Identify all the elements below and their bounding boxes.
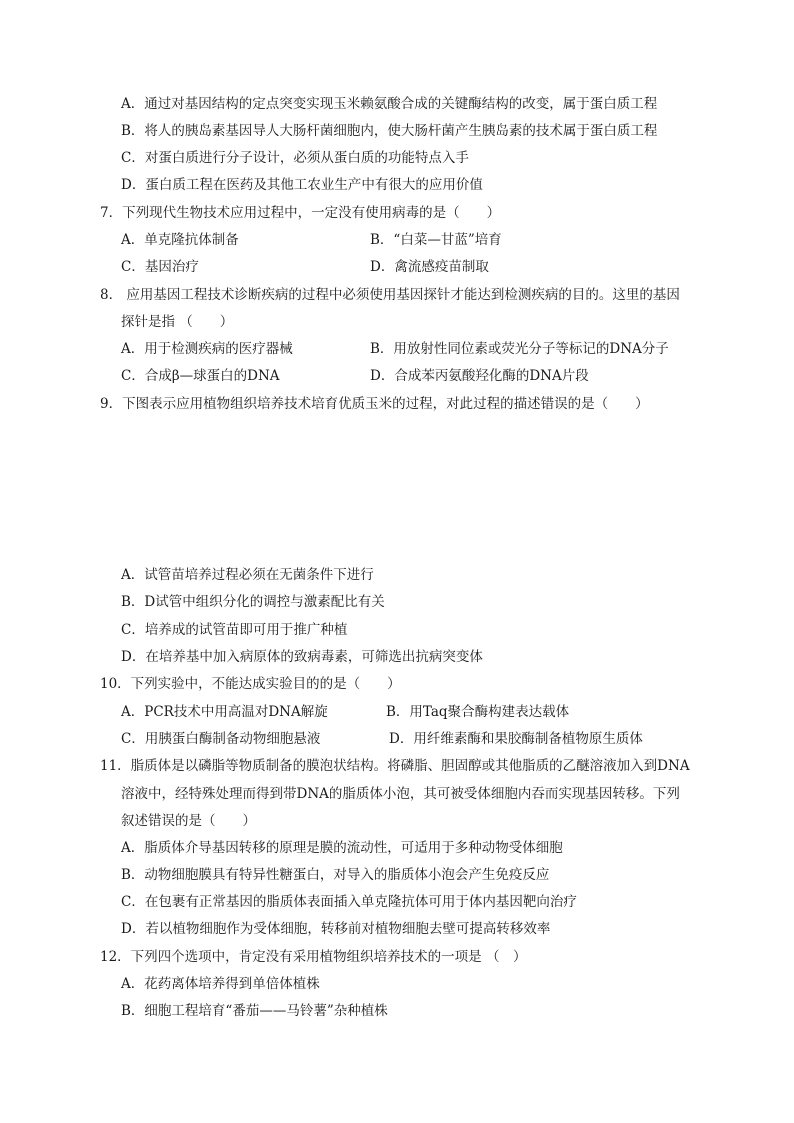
q10-option-d: D．用纤维素酶和果胶酶制备植物原生质体	[389, 731, 643, 747]
q11-option-b: B．动物细胞膜具有特异性糖蛋白，对导入的脂质体小泡会产生免疫反应	[121, 867, 550, 883]
q6-option-b: B．将人的胰岛素基因导人大肠杆菌细胞内，使大肠杆菌产生胰岛素的技术属于蛋白质工程	[121, 123, 658, 139]
q9-option-c: C．培养成的试管苗即可用于推广种植	[121, 622, 348, 638]
q10-option-b: B．用Taq聚合酶构建表达载体	[386, 704, 570, 720]
q10-stem: 10．下列实验中，不能达成实验目的的是（ ）	[100, 676, 401, 692]
q7-stem: 7．下列现代生物技术应用过程中，一定没有使用病毒的是（ ）	[100, 205, 501, 221]
q11-stem-line2: 溶液中，经特殊处理而得到带DNA的脂质体小泡，其可被受体细胞内吞而实现基因转移。下列	[121, 786, 680, 802]
q9-option-b: B．D试管中组织分化的调控与激素配比有关	[121, 594, 385, 610]
q8-option-c: C．合成β—球蛋白的DNA	[121, 368, 280, 384]
q8-option-d: D．合成苯丙氨酸羟化酶的DNA片段	[370, 368, 589, 384]
q12-option-a: A．花药离体培养得到单倍体植株	[121, 976, 320, 992]
q11-stem-line1: 11．脂质体是以磷脂等物质制备的膜泡状结构。将磷脂、胆固醇或其他脂质的乙醚溶液加入到DNA	[100, 758, 690, 774]
q7-option-a: A．单克隆抗体制备	[121, 232, 239, 248]
q7-option-b: B．“白菜—甘蓝”培育	[370, 232, 502, 248]
q10-option-c: C．用胰蛋白酶制备动物细胞悬液	[121, 731, 321, 747]
q7-option-c: C．基因治疗	[121, 259, 199, 275]
q8-option-b: B．用放射性同位素或荧光分子等标记的DNA分子	[370, 341, 669, 357]
q9-option-d: D．在培养基中加入病原体的致病毒素，可筛选出抗病突变体	[121, 649, 483, 665]
q6-option-c: C．对蛋白质进行分子设计，必须从蛋白质的功能特点入手	[121, 150, 469, 166]
q11-option-c: C．在包裹有正常基因的脂质体表面插入单克隆抗体可用于体内基因靶向治疗	[121, 894, 577, 910]
q8-stem-line2: 探针是指 （ ）	[121, 314, 234, 330]
q6-option-d: D．蛋白质工程在医药及其他工农业生产中有很大的应用价值	[121, 177, 483, 193]
q8-option-a: A．用于检测疾病的医疗器械	[121, 341, 293, 357]
q9-stem: 9．下图表示应用植物组织培养技术培育优质玉米的过程，对此过程的描述错误的是（ ）	[100, 396, 649, 412]
q10-option-a: A．PCR技术中用高温对DNA解旋	[121, 704, 328, 720]
q9-option-a: A．试管苗培养过程必须在无菌条件下进行	[121, 567, 374, 583]
q6-option-a: A．通过对基因结构的定点突变实现玉米赖氨酸合成的关键酶结构的改变，属于蛋白质工程	[121, 96, 658, 112]
q11-option-d: D．若以植物细胞作为受体细胞，转移前对植物细胞去壁可提高转移效率	[121, 921, 551, 937]
q12-option-b: B．细胞工程培育“番茄——马铃薯”杂种植株	[121, 1003, 388, 1019]
q9-figure-area	[121, 420, 681, 560]
q7-option-d: D．禽流感疫苗制取	[370, 259, 489, 275]
q11-option-a: A．脂质体介导基因转移的原理是膜的流动性，可适用于多种动物受体细胞	[121, 840, 563, 856]
q8-stem-line1: 8． 应用基因工程技术诊断疾病的过程中必须使用基因探针才能达到检测疾病的目的。这里的基因	[100, 287, 680, 303]
q12-stem: 12．下列四个选项中，肯定没有采用植物组织培养技术的一项是 （ ）	[100, 949, 527, 965]
q11-stem-line3: 叙述错误的是（ ）	[121, 813, 256, 829]
